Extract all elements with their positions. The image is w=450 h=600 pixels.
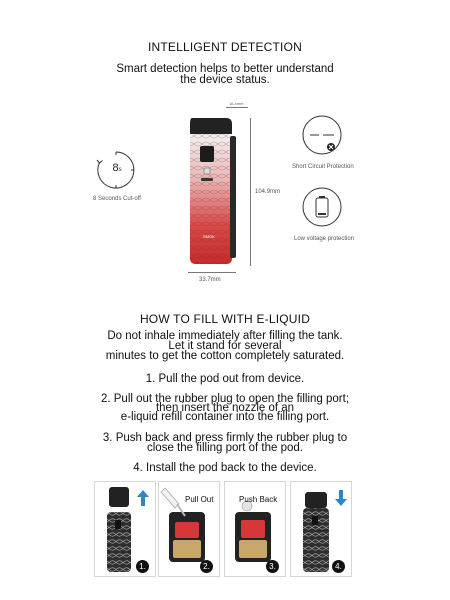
step-panel-2 [158,481,220,577]
detection-description-line1: Smart detection helps to better understand [116,63,334,75]
width-dimension-line [188,272,236,273]
timer-icon [96,150,136,190]
detection-description-line2: the device status. [180,74,270,86]
step-1-text: 1. Pull the pod out from device. [145,373,305,385]
step-2-text-line1: 2. Pull out the rubber plug to open the filling port; [100,393,350,405]
timer-value: 8s [112,162,122,174]
section-title-fill: HOW TO FILL WITH E-LIQUID [139,312,311,326]
arrow-up-icon [137,490,149,506]
step-panel-4 [290,481,352,577]
low-battery-icon [301,186,343,228]
short-circuit-label: Short Circuit Protection [292,164,354,170]
arrow-down-icon [335,490,347,506]
fill-note-line3: minutes to get the cotton completely saturated. [105,350,345,362]
fill-note-line2: Let it stand for several [168,340,282,352]
step-panel-3 [224,481,286,577]
pull-out-label: Pull Out [185,495,214,504]
step-4-text: 4. Install the pod back to the device. [133,462,317,474]
step-number-badge: 2. [200,560,213,573]
push-back-label: Push Back [239,495,278,504]
step-panel-1 [94,481,156,577]
step-number-badge: 3. [266,560,279,573]
step-2-text-line3: e-liquid refill container into the filling port. [120,411,330,423]
device-image [186,116,238,268]
section-title-intelligent-detection: INTELLIGENT DETECTION [147,40,302,54]
short-circuit-icon [301,114,343,156]
depth-dimension-line [226,107,248,108]
step-3-text-line1: 3. Push back and press firmly the rubber plug to [102,432,348,444]
step-number-badge: 1. [136,560,149,573]
step-2-text-line2: then insert the nozzle of an [155,402,295,414]
seconds-cutoff-label: 8 Seconds Cut-off [93,196,141,202]
depth-dimension-label: 16.4mm [229,101,244,106]
width-dimension-label: 33.7mm [199,277,221,283]
fill-note-line1: Do not inhale immediately after filling the tank. [107,330,343,342]
device-brand-label: SMOK [203,234,215,239]
step-3-text-line2: close the filling port of the pod. [147,442,303,454]
step-number-badge: 4. [332,560,345,573]
height-dimension-line [250,118,251,266]
low-voltage-label: Low voltage protection [294,236,355,242]
height-dimension-label: 104.9mm [255,189,281,195]
